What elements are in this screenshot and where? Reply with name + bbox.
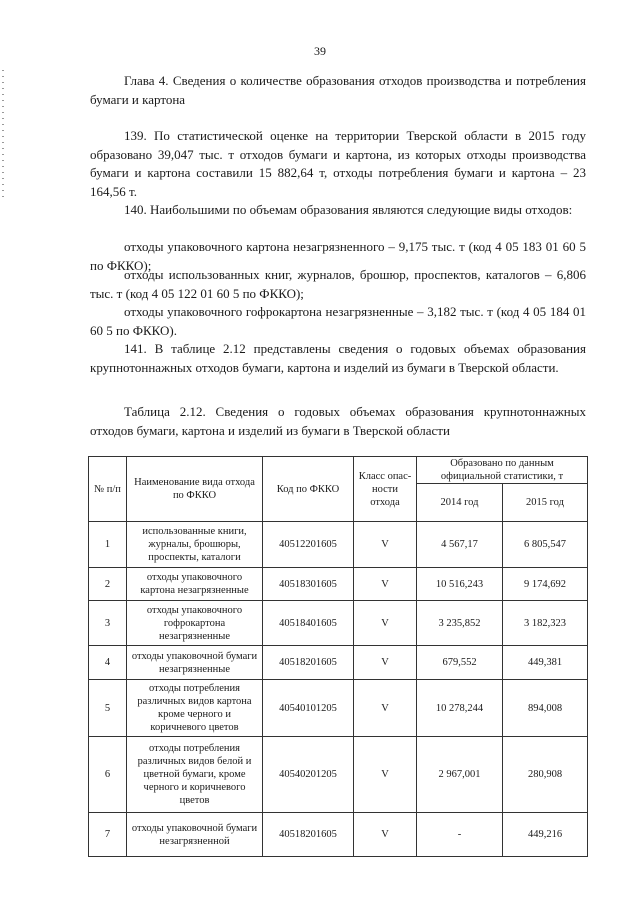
cell-name: отходы упаковочного гофрокартона незагрязненные xyxy=(127,601,263,646)
table-row xyxy=(89,568,588,601)
header-num: № п/п xyxy=(89,457,127,522)
table-caption: Таблица 2.12. Сведения о годовых объемах образования крупнотоннажных отходов бумаги, картона и изделий из бумаги в Тверской области xyxy=(90,404,586,438)
cell-class: V xyxy=(354,601,417,646)
paragraph-141: 141. В таблице 2.12 представлены сведения о годовых объемах образования крупнотоннажных отходов бумаги, картона и изделий из бумаги в Тверской области. xyxy=(90,341,586,375)
table-row xyxy=(89,646,588,680)
cell-2015: 449,381 xyxy=(503,646,588,680)
cell-class: V xyxy=(354,680,417,737)
cell-name: отходы потребления различных видов белой и цветной бумаги, кроме черного и коричневого цветов xyxy=(127,737,263,813)
list-item: отходы упаковочного картона незагрязненного – 9,175 тыс. т (код 4 05 183 01 60 5 по ФККО); xyxy=(90,239,586,273)
header-code: Код по ФККО xyxy=(263,457,354,522)
cell-num: 6 xyxy=(89,737,127,813)
cell-name: отходы потребления различных видов картона кроме черного и коричневого цветов xyxy=(127,680,263,737)
cell-name: отходы упаковочной бумаги незагрязненной xyxy=(127,813,263,857)
table-row xyxy=(89,813,588,857)
cell-code: 40518201605 xyxy=(263,646,354,680)
cell-class: V xyxy=(354,737,417,813)
cell-2015: 6 805,547 xyxy=(503,522,588,568)
cell-num: 3 xyxy=(89,601,127,646)
binding-margin-dots xyxy=(2,70,4,200)
cell-2014: - xyxy=(417,813,503,857)
cell-2015: 894,008 xyxy=(503,680,588,737)
cell-2014: 679,552 xyxy=(417,646,503,680)
page-number: 39 xyxy=(314,44,326,58)
cell-2014: 10 516,243 xyxy=(417,568,503,601)
header-2015: 2015 год xyxy=(503,484,588,522)
cell-code: 40518301605 xyxy=(263,568,354,601)
cell-class: V xyxy=(354,646,417,680)
cell-2015: 9 174,692 xyxy=(503,568,588,601)
cell-code: 40518201605 xyxy=(263,813,354,857)
cell-name: отходы упаковочной бумаги незагрязненные xyxy=(127,646,263,680)
cell-2014: 2 967,001 xyxy=(417,737,503,813)
cell-num: 1 xyxy=(89,522,127,568)
cell-code: 40540201205 xyxy=(263,737,354,813)
table-row xyxy=(89,601,588,646)
list-item: отходы упаковочного гофрокартона незагрязненные – 3,182 тыс. т (код 4 05 184 01 60 5 по ФККО). xyxy=(90,304,586,338)
paragraph-140: 140. Наибольшими по объемам образования являются следующие виды отходов: xyxy=(124,202,573,217)
list-item: отходы использованных книг, журналов, брошюр, проспектов, каталогов – 6,806 тыс. т (код 4 05 122 01 60 5 по ФККО); xyxy=(90,267,586,301)
cell-class: V xyxy=(354,568,417,601)
cell-num: 2 xyxy=(89,568,127,601)
waste-volume-table xyxy=(88,456,588,857)
cell-class: V xyxy=(354,813,417,857)
cell-code: 40512201605 xyxy=(263,522,354,568)
table-row xyxy=(89,522,588,568)
cell-name: отходы упаковочного картона незагрязненные xyxy=(127,568,263,601)
cell-2015: 449,216 xyxy=(503,813,588,857)
header-name: Наименование вида отхода по ФККО xyxy=(127,457,263,522)
cell-num: 5 xyxy=(89,680,127,737)
header-formed: Образовано по данным официальной статистики, т xyxy=(417,457,588,484)
cell-class: V xyxy=(354,522,417,568)
cell-2014: 10 278,244 xyxy=(417,680,503,737)
paragraph-139: 139. По статистической оценке на территории Тверской области в 2015 году образовано 39,047 тыс. т отходов бумаги и картона, из которых отходы производства бумаги и картона составили 15 882,64 т, отходы потребления бумаги и картона – 23 164,56 т. xyxy=(90,128,586,199)
cell-2015: 3 182,323 xyxy=(503,601,588,646)
chapter-title: Глава 4. Сведения о количестве образования отходов производства и потребления бумаги и картона xyxy=(90,73,586,107)
cell-2014: 3 235,852 xyxy=(417,601,503,646)
header-class: Класс опас-ности отхода xyxy=(354,457,417,522)
cell-2014: 4 567,17 xyxy=(417,522,503,568)
cell-code: 40518401605 xyxy=(263,601,354,646)
cell-name: использованные книги, журналы, брошюры, проспекты, каталоги xyxy=(127,522,263,568)
table-row xyxy=(89,680,588,737)
cell-2015: 280,908 xyxy=(503,737,588,813)
cell-num: 4 xyxy=(89,646,127,680)
header-2014: 2014 год xyxy=(417,484,503,522)
cell-num: 7 xyxy=(89,813,127,857)
cell-code: 40540101205 xyxy=(263,680,354,737)
table-row xyxy=(89,737,588,813)
